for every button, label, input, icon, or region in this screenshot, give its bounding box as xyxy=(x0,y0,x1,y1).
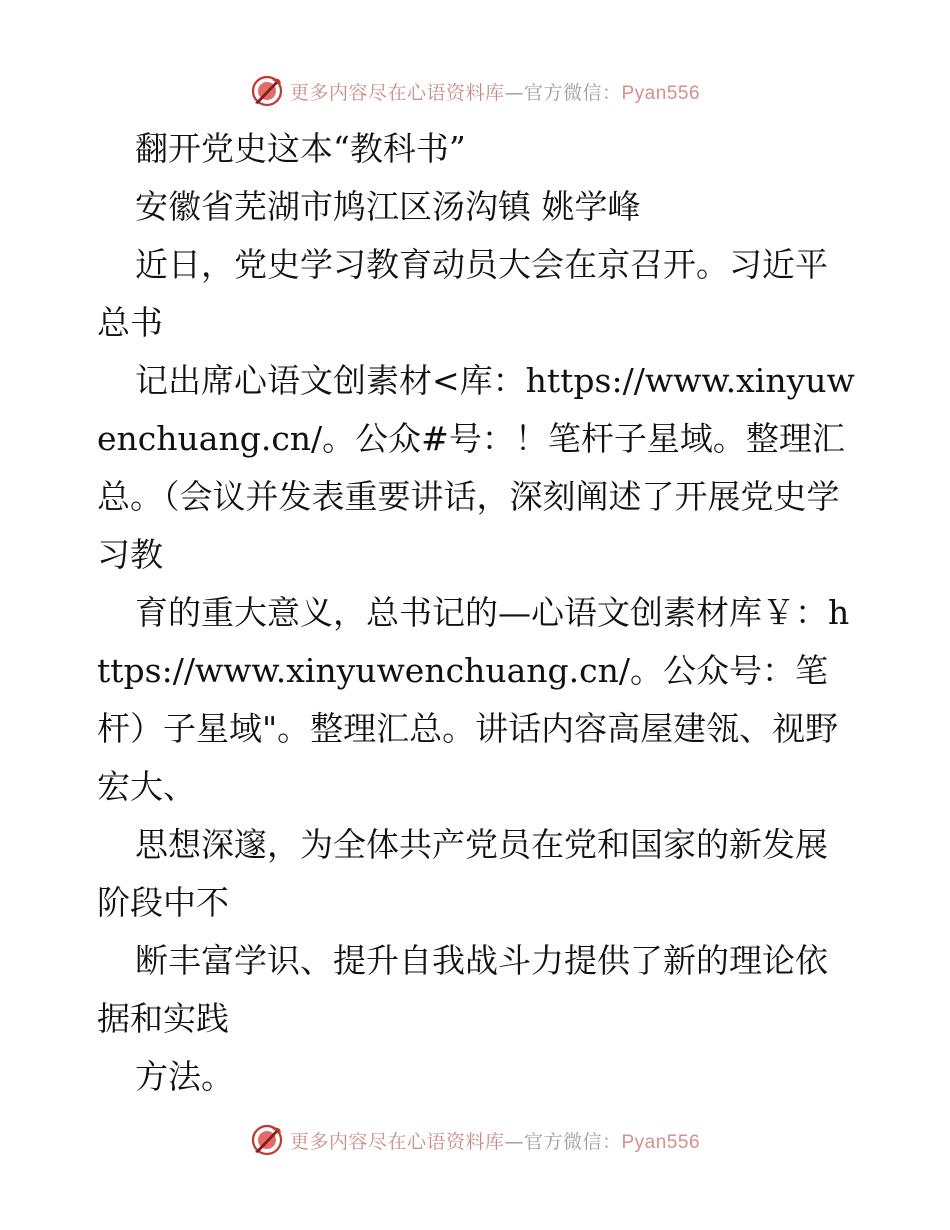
watermark-wechat-id: Pyan556 xyxy=(621,82,701,104)
watermark-separator: — xyxy=(504,1130,524,1153)
watermark-wechat-label: 官方微信： xyxy=(523,81,622,104)
body-paragraph: 方法。 xyxy=(135,1057,234,1096)
header-watermark xyxy=(0,71,950,111)
body-paragraph: 思想深邃，为全体共产党员在党和国家的新发展阶段中不 xyxy=(97,825,828,922)
watermark-wechat-label: 官方微信： xyxy=(523,1130,622,1153)
watermark-text xyxy=(290,1127,700,1154)
body-paragraph: 记出席心语文创素材<库：https://www.xinyuwenchuang.cn/。公众#号：！笔杆子星域。整理汇总。（会议并发表重要讲话，深刻阐述了开展党史学习教 xyxy=(97,361,855,574)
document-body xyxy=(97,120,857,1106)
quill-pen-logo-icon xyxy=(250,1123,284,1157)
watermark-wechat-id: Pyan556 xyxy=(621,1131,701,1153)
document-author: 安徽省芜湖市鸠江区汤沟镇 姚学峰 xyxy=(135,187,641,226)
body-paragraph: 近日，党史学习教育动员大会在京召开。习近平总书 xyxy=(97,245,828,342)
watermark-main: 更多内容尽在心语资料库 xyxy=(289,1130,505,1153)
watermark-text xyxy=(290,78,700,105)
footer-watermark xyxy=(0,1120,950,1160)
watermark-separator: — xyxy=(504,81,524,104)
body-paragraph: 育的重大意义，总书记的—心语文创素材库￥：https://www.xinyuwenchuang.cn/。公众号：笔杆）子星域"。整理汇总。讲话内容高屋建瓴、视野宏大、 xyxy=(97,593,850,806)
quill-pen-logo-icon xyxy=(250,74,284,108)
watermark-main: 更多内容尽在心语资料库 xyxy=(289,81,505,104)
document-title: 翻开党史这本“教科书” xyxy=(135,129,466,168)
body-paragraph: 断丰富学识、提升自我战斗力提供了新的理论依据和实践 xyxy=(97,941,828,1038)
